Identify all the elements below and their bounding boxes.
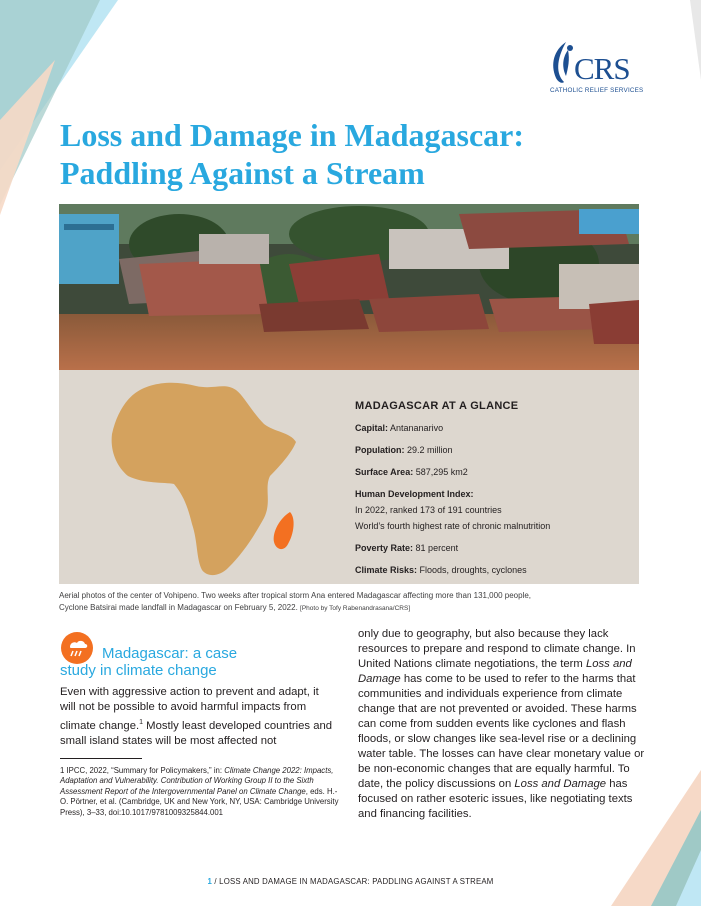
photo-caption [59,590,649,615]
africa-mainland [112,383,296,575]
footnote: 1 IPCC, 2022, “Summary for Policymakers,” in: Climate Change 2022: Impacts, Adaptation and Vulnerability. Contribution of Working Group II to the Sixth Assessment Report of the Intergovernmental Panel on Climate Change, eds. H.-O. Pörtner, et al. (Cambridge, UK and New York, NY, USA: Cambridge University Press), 3–33, doi:10.1017/9781009325844.001 [60,766,339,817]
flooded-village-photo [59,204,639,370]
fact-surface-area: Surface Area: 587,295 km2 [355,467,468,477]
glance-heading: MADAGASCAR AT A GLANCE [355,400,519,412]
section-heading [60,645,340,679]
fact-hdi-line-2: World’s fourth highest rate of chronic malnutrition [355,521,551,531]
section-heading-line-1: Madagascar: a case [102,645,238,662]
title-line-2: Paddling Against a Stream [60,155,425,191]
fact-climate-risks: Climate Risks: Floods, droughts, cyclones [355,565,527,575]
footer-title: LOSS AND DAMAGE IN MADAGASCAR: PADDLING AGAINST A STREAM [219,877,494,886]
footnote-ref[interactable]: 1 [139,719,144,726]
fact-poverty-rate: Poverty Rate: 81 percent [355,543,459,553]
glance-facts [355,400,635,586]
logo-subtitle: CATHOLIC RELIEF SERVICES [550,87,644,94]
footnote-rule [60,758,142,759]
corner-decoration-top-right [690,0,701,80]
caption-line-1: Aerial photos of the center of Vohipeno. Two weeks after tropical storm Ana entered Madagascar affecting more than 131,000 people, [59,591,531,600]
photo-credit: [Photo by Tofy Rabenandrasana/CRS] [300,605,411,612]
at-a-glance-panel [59,370,639,584]
right-column-text: only due to geography, but also because they lack resources to prepare and respond to climate change. In United Nations climate negotiations, the term Loss and Damage has come to be used to refer to the harms that communities and individuals experience from climate change that are not prevented or avoided. These harms can come from sudden events like cyclones and flash floods, or slow changes like sea-level rise or a declining water table. The losses can have clear monetary value or be non-economic changes that are equally harmful. To date, the policy discussions on Loss and Damage has focused on rather esoteric issues, like negotiating texts and financing facilities. [358,628,645,820]
section-heading-line-2: study in climate change [60,662,217,679]
caption-line-2: Cyclone Batsirai made landfall in Madagascar on February 5, 2022. [59,603,298,612]
page-title [60,116,580,192]
crs-logo [548,38,643,100]
page-footer: 1 / LOSS AND DAMAGE IN MADAGASCAR: PADDLING AGAINST A STREAM [207,877,494,886]
fact-population: Population: 29.2 million [355,445,453,455]
page-number: 1 [207,877,213,886]
madagascar-highlight [274,512,294,549]
left-column-text: Even with aggressive action to prevent and adapt, it will not be possible to avoid harmful impacts from climate change.$^1$ Mostly least developed countries and small island states will be most affected not [60,686,333,747]
title-line-1: Loss and Damage in Madagascar: [60,117,525,153]
fact-hdi-line-1: In 2022, ranked 173 of 191 countries [355,505,502,515]
africa-map [104,372,304,582]
logo-wordmark: CRS [574,51,630,86]
fact-capital: Capital: Antananarivo [355,423,444,433]
fact-hdi-label: Human Development Index: [355,489,474,499]
